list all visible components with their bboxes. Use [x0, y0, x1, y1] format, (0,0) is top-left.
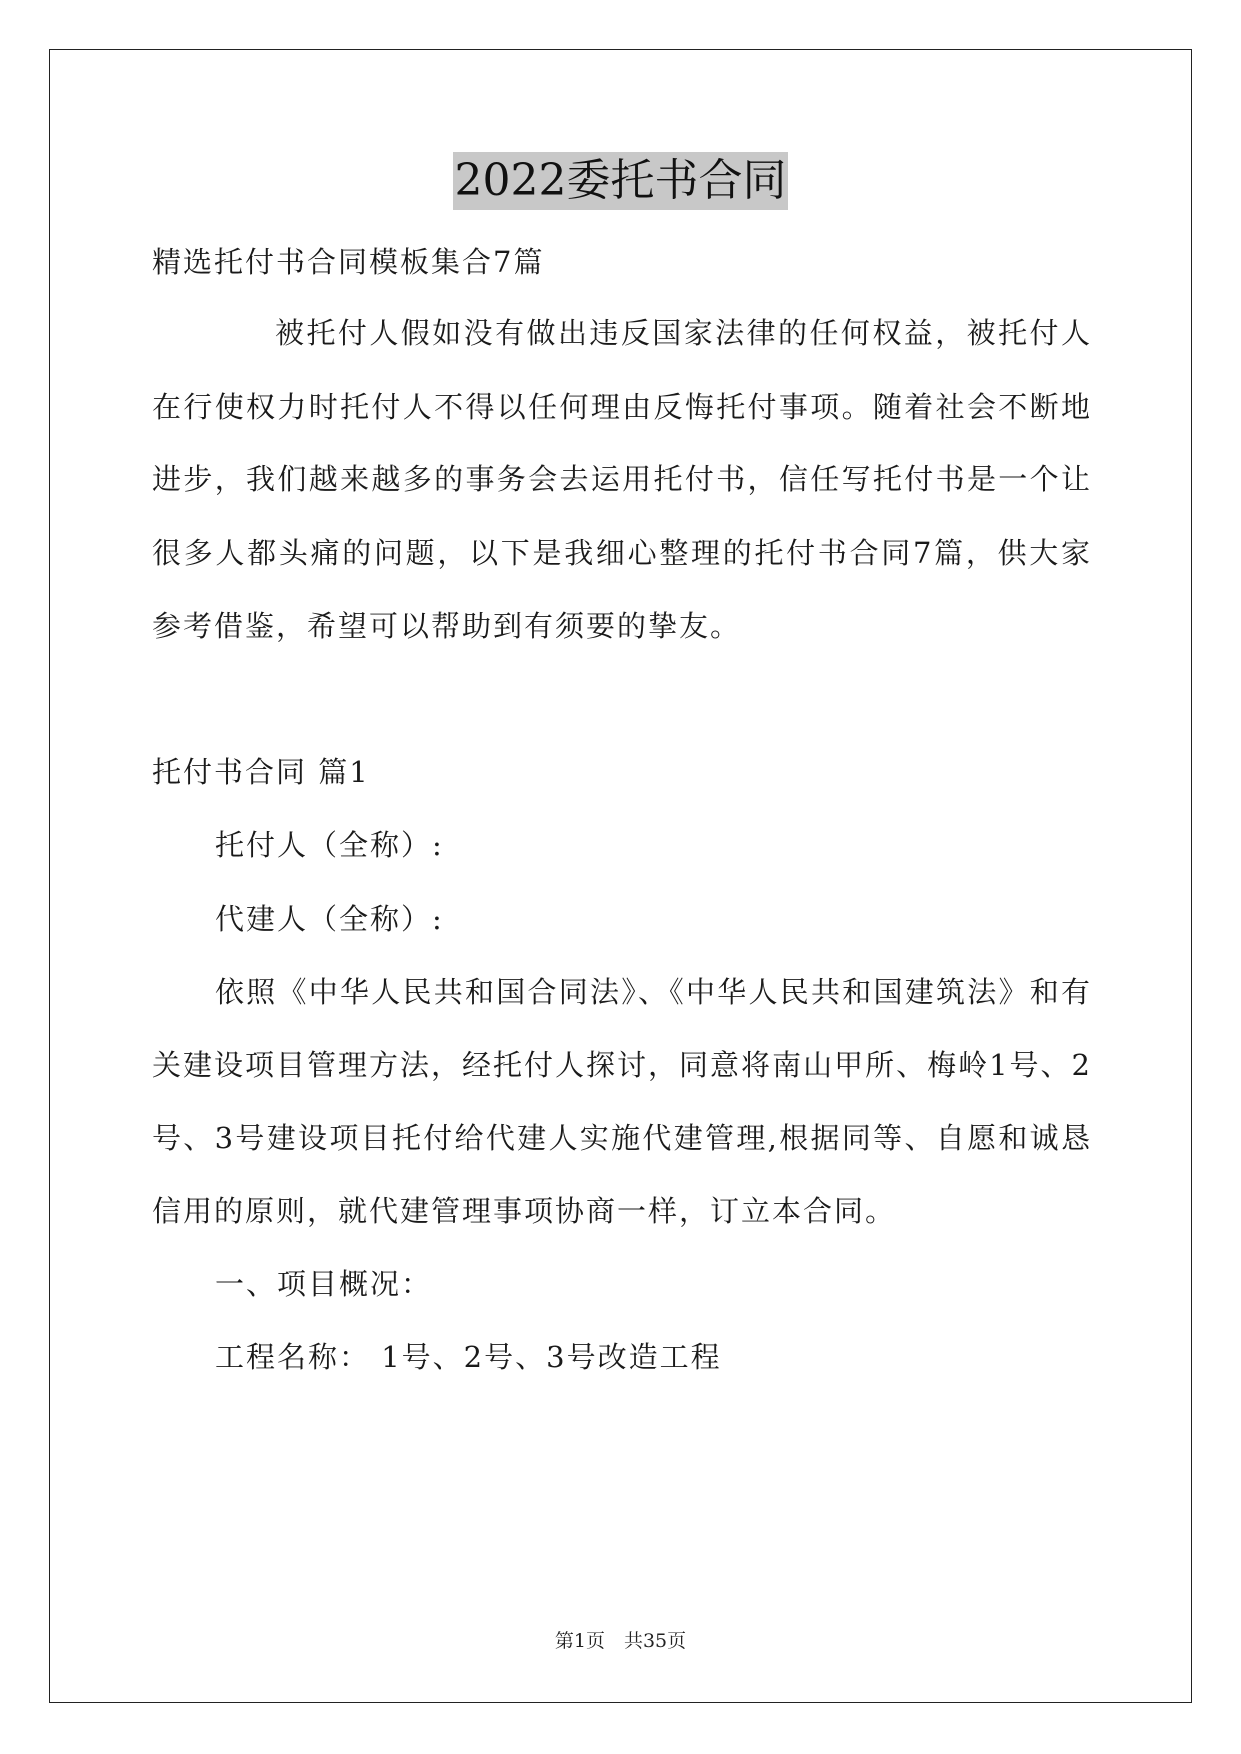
body-line: 号、3号建设项目托付给代建人实施代建管理,根据同等、自愿和诚恳: [152, 1121, 1090, 1155]
title-container: [0, 152, 1241, 210]
document-subtitle: 精选托付书合同模板集合7篇: [152, 245, 545, 279]
intro-line: 参考借鉴，希望可以帮助到有须要的挚友。: [152, 609, 742, 643]
page-number-footer: 第1页 共35页: [554, 1630, 687, 1652]
intro-line: 进步，我们越来越多的事务会去运用托付书，信任写托付书是一个让: [152, 462, 1090, 496]
client-label: 托付人（全称）:: [215, 828, 444, 862]
agent-label: 代建人（全称）:: [215, 902, 444, 936]
body-line: 关建设项目管理方法，经托付人探讨，同意将南山甲所、梅岭1号、2: [152, 1048, 1090, 1082]
item-heading: 一、项目概况：: [215, 1267, 433, 1301]
project-name: 工程名称： 1号、2号、3号改造工程: [215, 1340, 722, 1374]
section-heading: 托付书合同 篇1: [152, 755, 370, 789]
body-line: 依照《中华人民共和国合同法》、《中华人民共和国建筑法》和有: [215, 975, 1090, 1009]
intro-line: 在行使权力时托付人不得以任何理由反悔托付事项。随着社会不断地: [152, 390, 1090, 424]
body-line: 信用的原则，就代建管理事项协商一样，订立本合同。: [152, 1194, 897, 1228]
intro-line: 很多人都头痛的问题，以下是我细心整理的托付书合同7篇，供大家: [152, 536, 1090, 570]
intro-line: 被托付人假如没有做出违反国家法律的任何权益，被托付人: [275, 316, 1090, 350]
document-title: 2022委托书合同: [453, 152, 789, 210]
page-border: [49, 49, 1192, 1703]
